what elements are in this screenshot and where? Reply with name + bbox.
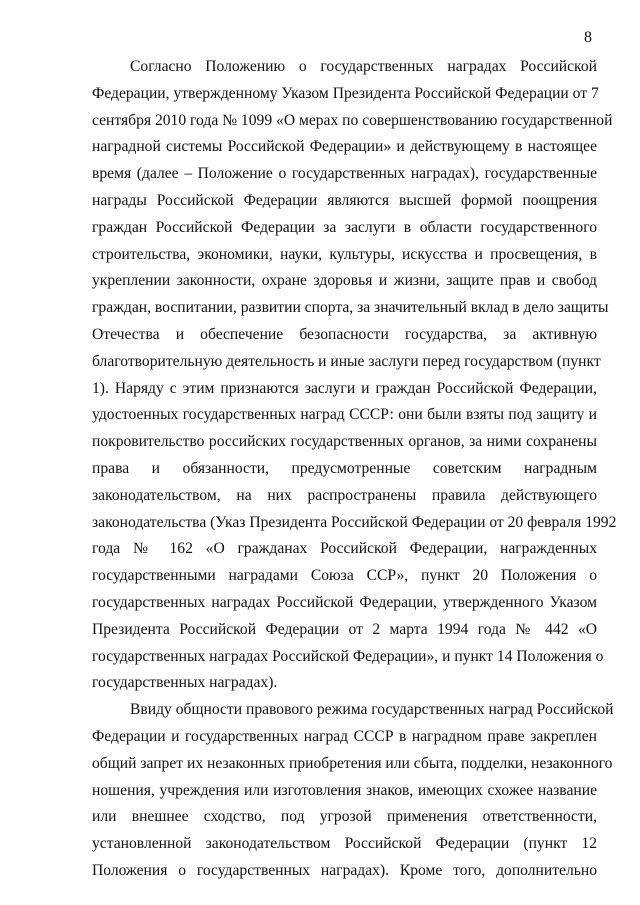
text-line: государственных наградах Российской Федерации», и пункт 14 Положения о [92,647,604,665]
paragraph-2 [92,697,614,885]
document-body [92,54,617,885]
text-line: государственными наградами Союза ССР», пункт 20 Положения о [92,567,597,585]
text-line: Отечества и обеспечение безопасности государства, за активную [92,325,597,343]
text-line: укреплении законности, охране здоровья и жизни, защите прав и свобод [92,272,597,290]
text-line: ношения, учреждения или изготовления знаков, имеющих схожее название [92,781,597,799]
text-line: государственных наградах). [92,674,278,692]
text-line: время (далее – Положение о государственных наградах), государственные [92,165,597,183]
text-line: награды Российской Федерации являются высшей формой поощрения [92,191,597,209]
text-line: Федерации и государственных наград СССР в наградном праве закреплен [92,727,597,745]
text-line: установленной законодательством Российской Федерации (пункт 12 [92,835,597,853]
text-line: Ввиду общности правового режима государственных наград Российской [130,701,614,719]
text-line: граждан, воспитании, развитии спорта, за значительный вклад в дело защиты [92,299,609,317]
text-line: граждан Российской Федерации за заслуги в области государственного [92,218,597,236]
text-line: законодательством, на них распространены правила действующего [92,486,597,504]
text-line: года № 162 «О гражданах Российской Федерации, награжденных [92,540,597,558]
text-line: строительства, экономики, науки, культуры, искусства и просвещения, в [92,245,597,263]
text-line: права и обязанности, предусмотренные советским наградным [92,459,597,477]
text-line: государственных наградах Российской Федерации, утвержденного Указом [92,593,597,611]
text-line: или внешнее сходство, под угрозой применения ответственности, [92,808,597,826]
text-line: благотворительную деятельность и иные заслуги перед государством (пункт [92,352,601,370]
text-line: общий запрет их незаконных приобретения или сбыта, подделки, незаконного [92,754,613,772]
text-line: удостоенных государственных наград СССР: они были взяты под защиту и [92,406,597,424]
text-line: законодательства (Указ Президента Российской Федерации от 20 февраля 1992 [92,513,617,531]
text-line: Президента Российской Федерации от 2 марта 1994 года № 442 «О [92,620,597,638]
text-line: покровительство российских государственных органов, за ними сохранены [92,433,597,451]
text-line: 1). Наряду с этим признаются заслуги и граждан Российской Федерации, [92,379,597,397]
text-line: Согласно Положению о государственных наградах Российской [130,58,597,75]
text-line: Федерации, утвержденному Указом Президента Российской Федерации от 7 [92,84,599,102]
text-line: сентября 2010 года № 1099 «О мерах по совершенствованию государственной [92,111,613,129]
text-line: наградной системы Российской Федерации» и действующему в настоящее [92,138,597,156]
paragraph-1 [92,54,617,697]
page-number: 8 [584,29,592,46]
text-line: Положения о государственных наградах). Кроме того, дополнительно [92,861,597,879]
